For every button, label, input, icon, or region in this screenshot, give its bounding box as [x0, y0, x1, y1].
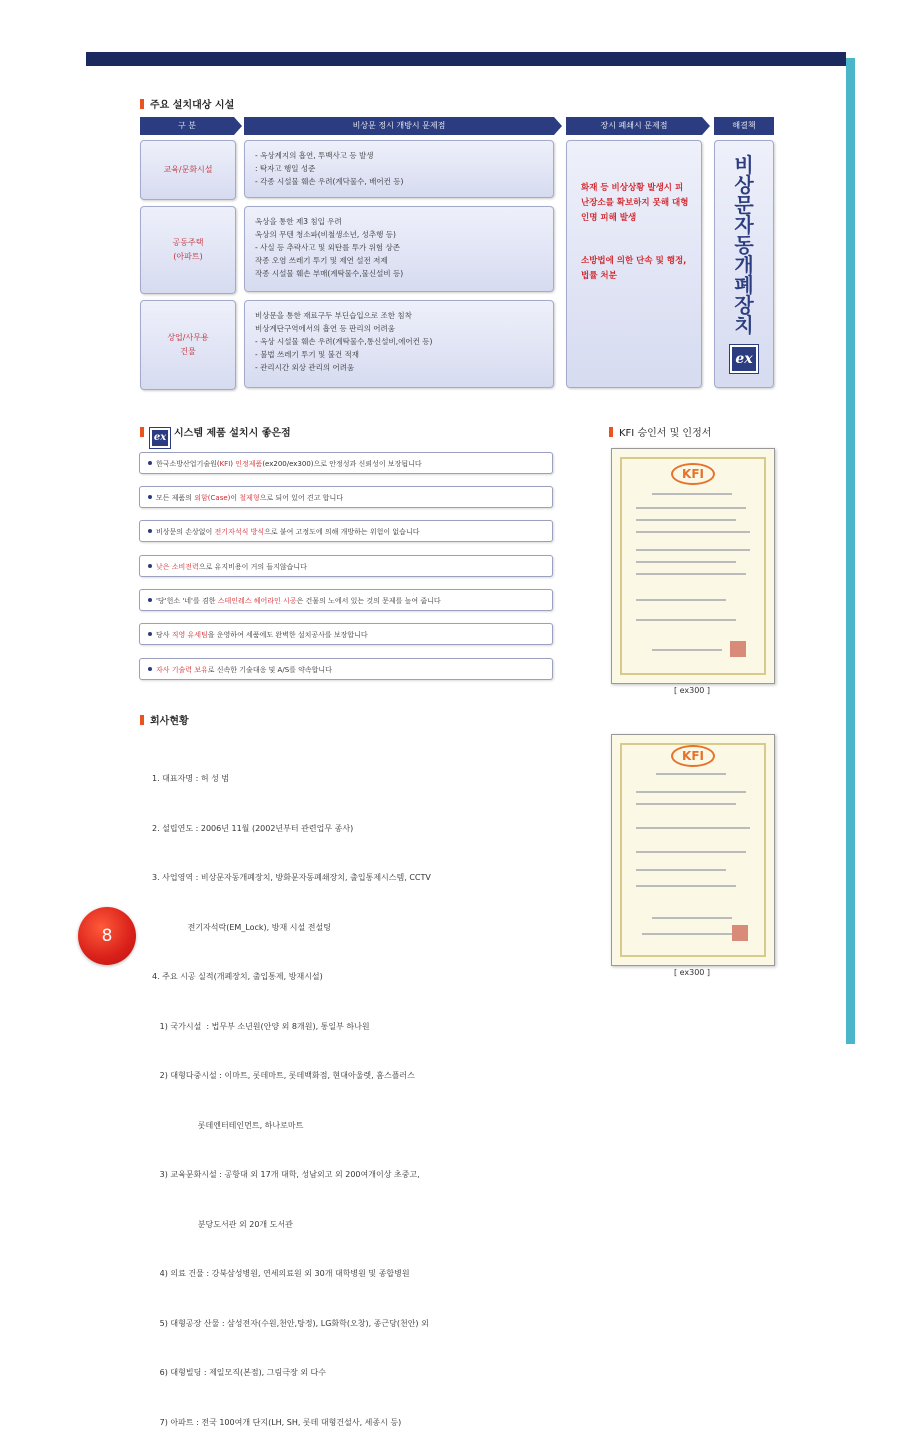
category-box-education: [140, 140, 236, 200]
benefit-highlight: 스테인레스 헤어라인 시공: [217, 597, 297, 605]
section-title-company: [140, 712, 189, 727]
status-line: 4. 주요 시공 실적(개폐장치, 출입통제, 방재시설): [152, 972, 323, 981]
category-label: (아파트): [173, 252, 203, 261]
bullet-icon: [148, 495, 152, 499]
header-label: 장시 폐쇄시 문제점: [600, 121, 668, 130]
section-bullet-icon: [140, 99, 144, 109]
table-header-closed-issues: [566, 117, 702, 135]
section-title-benefits: [140, 424, 291, 448]
issue-line: 작종 시설물 훼손 부매(계탁물수,물신설비 등): [255, 269, 404, 278]
header-label: 비상문 정시 개방시 문제점: [352, 121, 446, 130]
category-label: 건물: [180, 347, 196, 356]
issue-line: 옥상의 무텐 청소파(비철생소년, 성추행 등): [255, 230, 396, 239]
certificate-image-1: [611, 448, 775, 684]
benefit-item: [139, 658, 553, 680]
cert-stamp-icon: [732, 925, 748, 941]
category-label: 상업/사무용: [167, 333, 209, 342]
category-box-apartment: [140, 206, 236, 294]
top-banner-bar: [86, 52, 846, 66]
benefit-highlight: KFI: [219, 460, 231, 468]
status-line: 7) 아파트 : 전국 100여개 단지(LH, SH, 롯데 대형건설사, 세종시 등): [152, 1417, 402, 1427]
bullet-icon: [148, 667, 152, 671]
status-line: 2) 대형다중시설 : 이마트, 롯데마트, 롯데백화점, 현대아울렛, 홈스플러스: [152, 1071, 415, 1080]
issue-box-commercial: [244, 300, 554, 388]
benefit-item: [139, 452, 553, 474]
benefit-text: 이: [230, 494, 240, 502]
benefit-text: 으로 붙여 고정도에 의해 개방하는 위험이 없습니다: [264, 528, 420, 536]
solution-text: 비상문자동개폐장치: [734, 153, 754, 337]
bullet-icon: [148, 564, 152, 568]
benefit-highlight: 외함(Case): [194, 494, 231, 502]
cert-text-line: [636, 803, 736, 805]
section-title-facilities: [140, 96, 234, 111]
cert-text-line: [636, 885, 736, 887]
solution-box: [714, 140, 774, 388]
section-title-text: 회사현황: [150, 716, 189, 727]
bullet-icon: [148, 598, 152, 602]
cert-text-line: [636, 851, 746, 853]
issue-line: - 불법 쓰레기 투기 및 불건 적재: [255, 350, 359, 359]
kfi-logo-icon: KFI: [671, 745, 715, 767]
header-arrow-icon: [554, 117, 562, 135]
category-label: 공동주택: [172, 238, 204, 247]
cert-stamp-icon: [730, 641, 746, 657]
issue-box-apartment: [244, 206, 554, 292]
table-header-category: [140, 117, 234, 135]
section-title-text: 주요 설치대상 시설: [150, 100, 235, 111]
certificate-caption-1: [ ex300 ]: [673, 686, 711, 695]
benefit-highlight: 낮은 소비전력: [156, 563, 199, 571]
status-line: 분당도서관 외 20개 도서관: [152, 1219, 293, 1229]
cert-text-line: [636, 519, 736, 521]
benefit-text: 로 신속한 기술대응 및 A/S를 약속합니다: [207, 666, 332, 674]
benefit-highlight: 자사 기술력 보유: [156, 666, 208, 674]
section-bullet-icon: [140, 715, 144, 725]
category-box-commercial: [140, 300, 236, 390]
closed-issue-text: 화재 등 비상상황 발생시 피난장소를 확보하지 못해 대형 인명 피해 발생: [581, 183, 689, 223]
closed-issues-box: [566, 140, 702, 388]
benefit-text: '당'헌소 '네'를 겸한: [156, 597, 218, 605]
benefit-text: (ex200/ex300)으로 안정성과 신뢰성이 보장됩니다: [262, 460, 422, 468]
cert-text-line: [636, 573, 746, 575]
certificate-caption-2: [ ex300 ]: [673, 968, 711, 977]
cert-text-line: [652, 917, 732, 919]
section-bullet-icon: [609, 427, 613, 437]
cert-text-line: [636, 869, 726, 871]
benefit-item: [139, 623, 553, 645]
category-label: 교육/문화시설: [163, 165, 213, 174]
section-bullet-icon: [140, 427, 144, 437]
issue-box-education: [244, 140, 554, 198]
status-line: 3. 사업영역 : 비상문자동개폐장치, 방화문자동폐쇄장치, 출입통제시스템, CCTV: [152, 873, 431, 882]
benefit-text: ): [230, 460, 236, 468]
status-line: 4) 의료 건물 : 강북삼성병원, 연세의료원 외 30개 대학병원 및 종합병원: [152, 1269, 410, 1278]
bullet-icon: [148, 529, 152, 533]
status-line: 3) 교육문화시설 : 공항대 외 17개 대학, 성남외고 외 200여개이상 초중고,: [152, 1170, 420, 1179]
cert-text-line: [636, 531, 750, 533]
issue-line: - 옥상계지의 흡연, 투백사고 등 발생: [255, 151, 374, 160]
cert-text-line: [652, 649, 722, 651]
kfi-logo-icon: KFI: [671, 463, 715, 485]
ex-logo-icon: ex: [150, 428, 170, 448]
page-number-badge: 8: [78, 907, 136, 965]
status-line: 1) 국가시설 : 법무부 소년원(안양 외 8개원), 통일부 하나원: [152, 1021, 370, 1031]
cert-text-line: [636, 827, 750, 829]
benefit-text: 모든 제품의: [156, 494, 195, 502]
cert-text-line: [636, 549, 750, 551]
benefit-text: 으로 되어 있어 견고 합니다: [259, 494, 343, 502]
benefit-text: 한국소방산업기술원(: [156, 460, 220, 468]
section-title-certs: [609, 424, 711, 439]
benefit-item: [139, 520, 553, 542]
status-line: 2. 설립연도 : 2006년 11월 (2002년부터 관련업무 종사): [152, 823, 354, 833]
table-header-solution: [714, 117, 774, 135]
status-line: 롯데엔터테인먼트, 하나로마트: [152, 1120, 304, 1130]
status-line: 전기자석락(EM_Lock), 방재 시설 전설팅: [152, 922, 331, 932]
header-label: 구 분: [178, 121, 196, 130]
header-arrow-icon: [234, 117, 242, 135]
table-header-open-issues: [244, 117, 554, 135]
ex-logo-icon: ex: [730, 345, 758, 373]
issue-line: 작종 오염 쓰레기 투기 및 제연 설전 저제: [255, 256, 388, 265]
issue-line: 옥상을 통한 제3 침입 우려: [255, 217, 342, 226]
cert-text-line: [642, 933, 742, 935]
status-line: 6) 대형빌딩 : 제일모직(본점), 그림극장 외 다수: [152, 1368, 326, 1377]
benefit-item: [139, 555, 553, 577]
benefit-highlight: 인정제품: [235, 460, 263, 468]
bullet-icon: [148, 632, 152, 636]
header-label: 해결책: [732, 121, 756, 130]
section-title-text: 시스템 제품 설치시 좋은점: [174, 428, 291, 439]
issue-line: - 옥상 시설물 훼손 우려(계탁물수,통신설비,에어컨 등): [255, 337, 433, 346]
cert-text-line: [656, 773, 726, 775]
cert-text-line: [636, 619, 736, 621]
benefit-highlight: 철제형: [239, 494, 260, 502]
benefit-text: 으로 유지비용이 거의 들지않습니다: [198, 563, 307, 571]
company-status-list: [152, 738, 431, 1448]
benefit-text: 을 운영하여 세품에도 완벽한 설치공사를 보장합니다: [207, 631, 368, 639]
benefit-highlight: 직영 유세팀: [171, 631, 208, 639]
benefit-text: 비상문의 손상없이: [156, 528, 215, 536]
cert-text-line: [636, 507, 746, 509]
issue-line: 비상계단구역에서의 흡연 등 판리의 어려움: [255, 324, 395, 333]
benefit-text: 은 건물의 노에서 있는 것의 문제를 높여 줍니다: [296, 597, 441, 605]
issue-line: : 탁자고 행일 성준: [255, 164, 316, 173]
right-edge-bar: [846, 58, 855, 1044]
issue-line: 비상문을 통한 재료구두 부딘습입으로 조한 침착: [255, 311, 412, 320]
cert-text-line: [636, 561, 736, 563]
status-line: 1. 대표자명 : 허 성 범: [152, 774, 230, 783]
status-line: 5) 대형공장 산물 : 삼성전자(수원,천안,탕정), LG화학(오창), 종근당(천안) 외: [152, 1318, 429, 1328]
issue-line: - 각종 시설물 훼손 우려(계닥물수, 배어컨 등): [255, 177, 404, 186]
certificate-image-2: [611, 734, 775, 966]
cert-text-line: [636, 791, 746, 793]
header-arrow-icon: [702, 117, 710, 135]
benefit-highlight: 전기자석식 방식: [214, 528, 265, 536]
issue-line: - 관리시간 외상 관리의 어려움: [255, 363, 355, 372]
bullet-icon: [148, 461, 152, 465]
benefit-item: [139, 486, 553, 508]
closed-issue-text: 소방법에 의한 단속 및 행정,법률 처분: [581, 256, 687, 281]
section-title-text: KFI 승인서 및 인정서: [619, 428, 712, 439]
cert-text-line: [652, 493, 732, 495]
issue-line: - 사실 등 추락사고 및 외탄를 투가 위험 상존: [255, 243, 400, 252]
benefit-item: [139, 589, 553, 611]
benefit-text: 당사: [156, 631, 172, 639]
cert-text-line: [636, 599, 726, 601]
